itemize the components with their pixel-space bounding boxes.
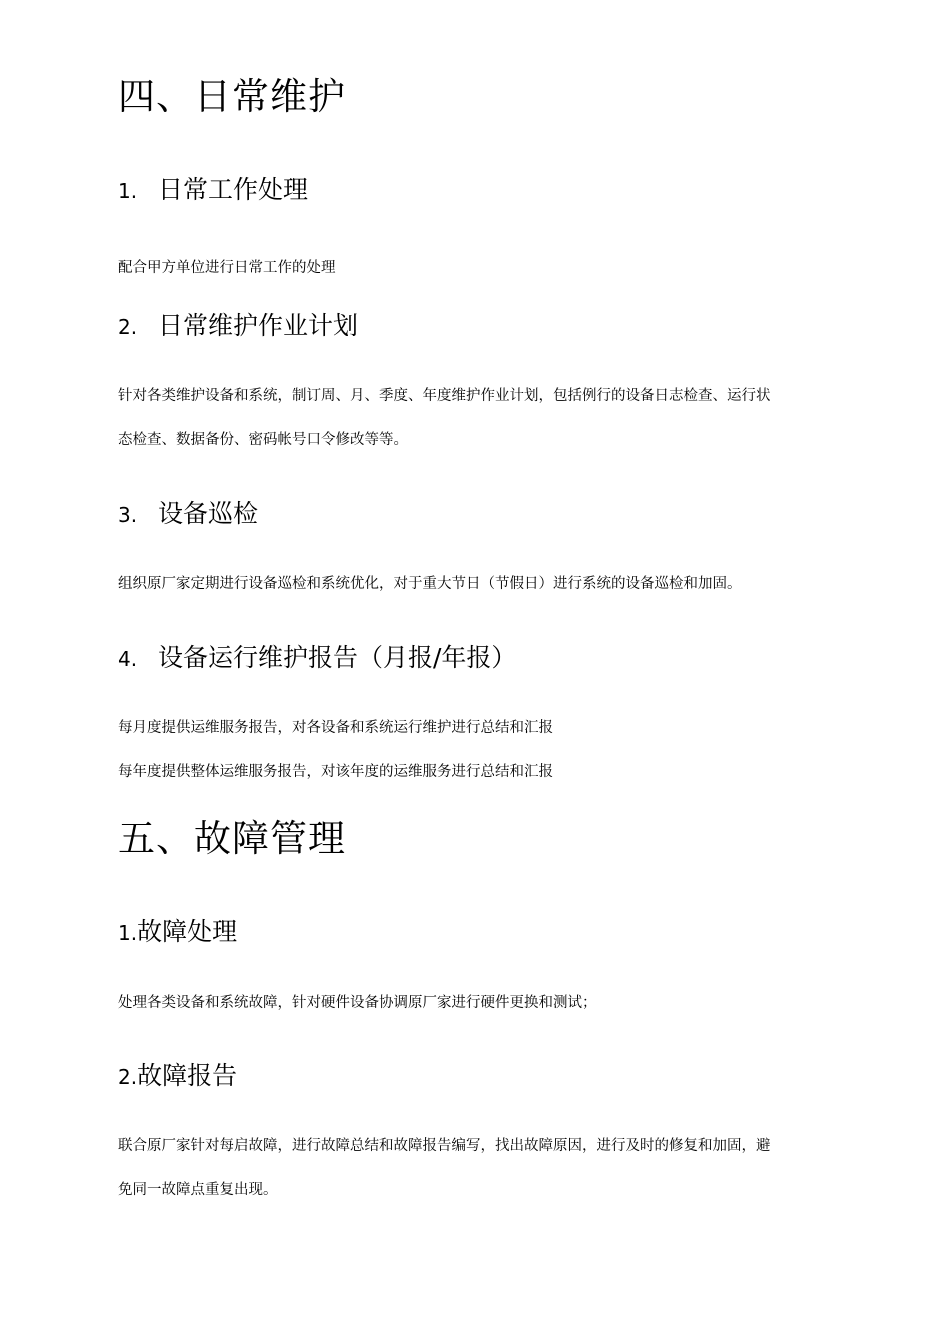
paragraph-line: 态检查、数据备份、密码帐号口令修改等等。	[118, 432, 408, 448]
subheading-number: 1.	[118, 921, 138, 945]
section-heading-fault-management: 五、故障管理	[118, 817, 346, 860]
subheading-number: 4.	[118, 647, 138, 671]
paragraph-line: 处理各类设备和系统故障，针对硬件设备协调原厂家进行硬件更换和测试；	[118, 995, 597, 1011]
subheading-title: 故障报告	[137, 1061, 238, 1090]
paragraph-line: 针对各类维护设备和系统，制订周、月、季度、年度维护作业计划，包括例行的设备日志检查、运行状	[118, 388, 771, 404]
subheading-title: 日常维护作业计划	[158, 311, 359, 340]
subheading-number: 2.	[118, 1065, 138, 1089]
subheading-fault-report	[118, 1063, 237, 1088]
subheading-title: 日常工作处理	[158, 175, 309, 204]
subheading-fault-handling	[118, 919, 237, 944]
subheading-number: 2.	[118, 315, 138, 339]
paragraph-line: 联合原厂家针对每启故障，进行故障总结和故障报告编写，找出故障原因，进行及时的修复和加固，避	[118, 1138, 771, 1154]
subheading-title: 设备巡检	[158, 499, 259, 528]
subheading-maintenance-plan	[118, 313, 358, 338]
subheading-maintenance-report	[118, 645, 516, 670]
subheading-number: 3.	[118, 503, 138, 527]
subheading-title: 设备运行维护报告（月报/年报）	[158, 643, 517, 672]
paragraph-line: 配合甲方单位进行日常工作的处理	[118, 260, 336, 276]
paragraph-line: 每月度提供运维服务报告，对各设备和系统运行维护进行总结和汇报	[118, 720, 553, 736]
section-heading-daily-maintenance: 四、日常维护	[118, 75, 346, 118]
paragraph-line: 每年度提供整体运维服务报告，对该年度的运维服务进行总结和汇报	[118, 764, 553, 780]
paragraph-line: 组织原厂家定期进行设备巡检和系统优化，对于重大节日（节假日）进行系统的设备巡检和加固。	[118, 576, 742, 592]
paragraph-line: 免同一故障点重复出现。	[118, 1182, 278, 1198]
subheading-inspection	[118, 501, 258, 526]
subheading-number: 1.	[118, 179, 138, 203]
subheading-title: 故障处理	[137, 917, 238, 946]
subheading-daily-work	[118, 177, 308, 202]
